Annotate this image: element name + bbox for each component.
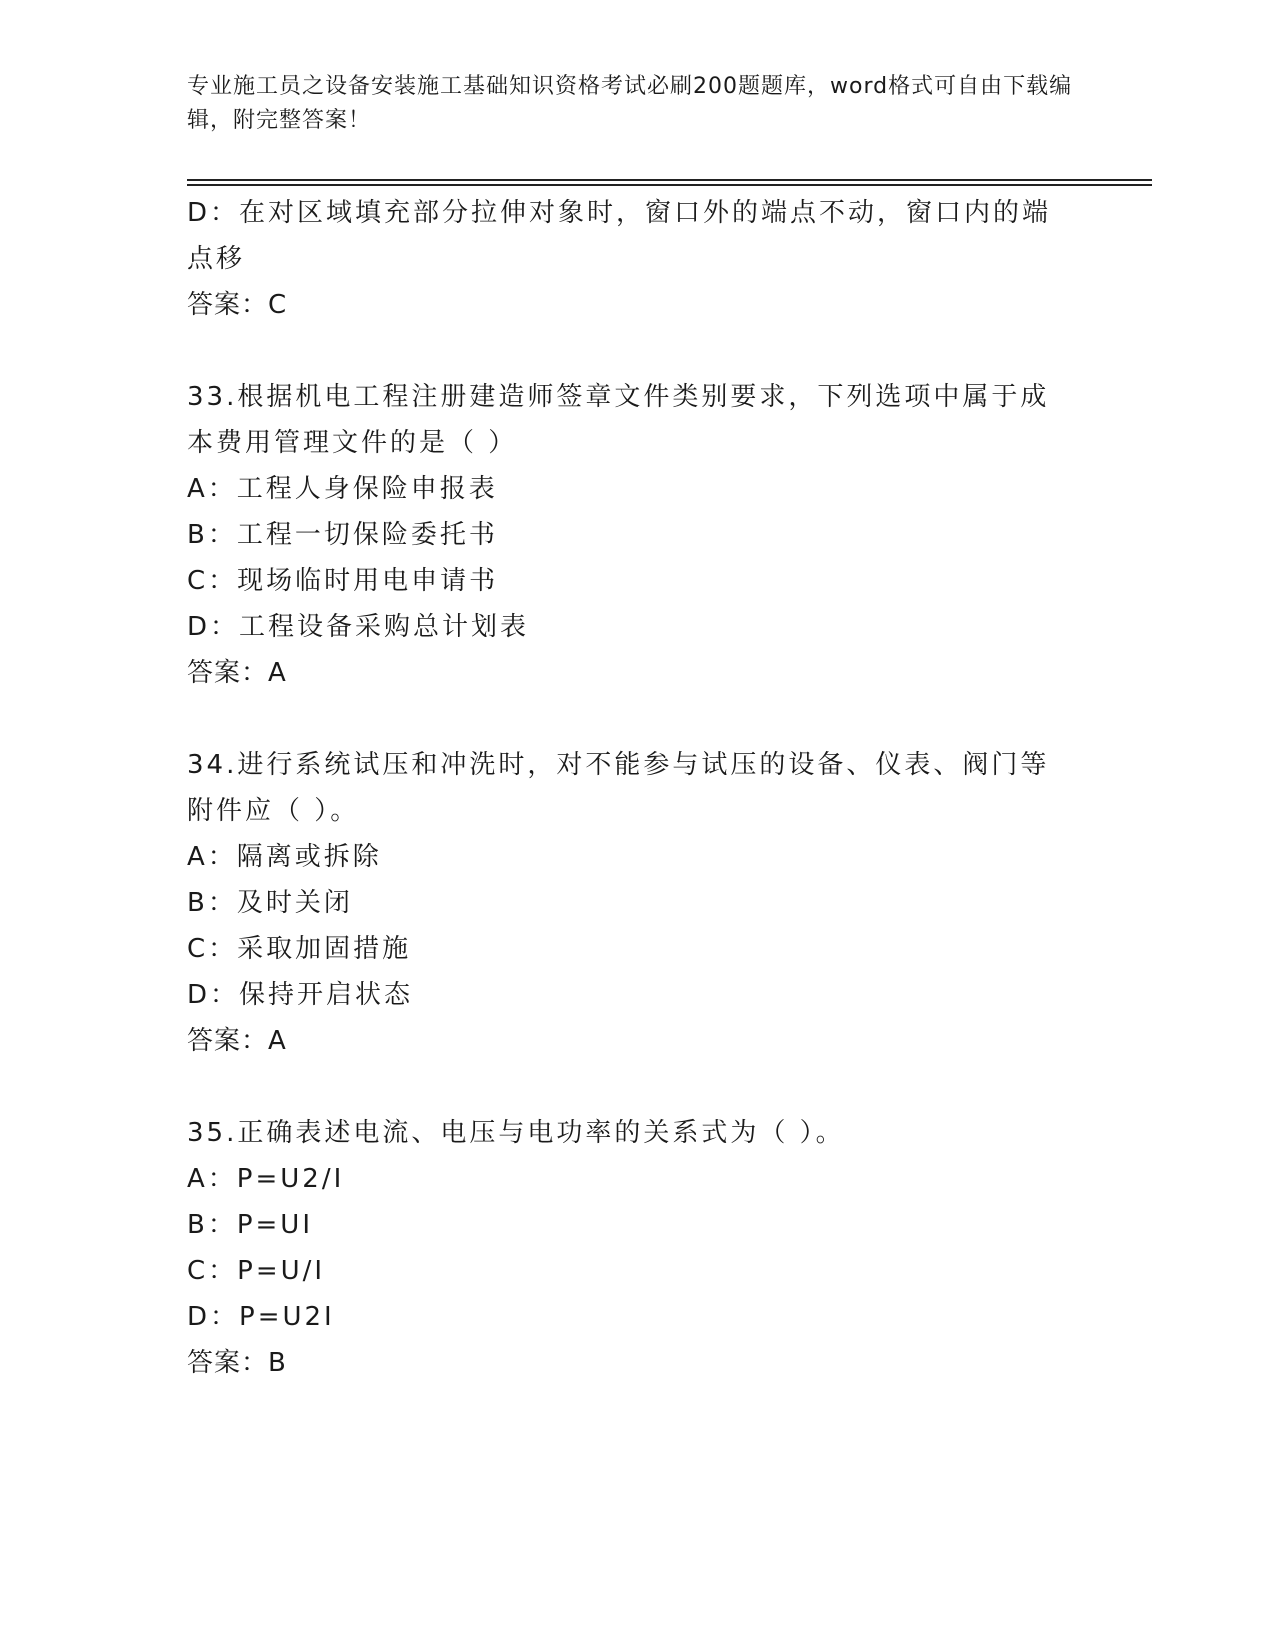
question-35	[187, 1110, 1067, 1386]
question-text: 34.进行系统试压和冲洗时，对不能参与试压的设备、仪表、阀门等附件应（ ）。	[187, 750, 1050, 826]
option-b: B：工程一切保险委托书	[187, 520, 498, 550]
option-b: B：P=UI	[187, 1210, 313, 1240]
header-rule-bottom	[187, 184, 1152, 186]
answer: 答案：B	[187, 1348, 287, 1378]
option-a: A：P=U2/I	[187, 1164, 345, 1194]
previous-question-tail	[187, 190, 1067, 328]
option-c: C：现场临时用电申请书	[187, 566, 499, 596]
option-a: A：工程人身保险申报表	[187, 474, 498, 504]
option-d: D：保持开启状态	[187, 980, 414, 1010]
answer: 答案：A	[187, 1026, 287, 1056]
option-a: A：隔离或拆除	[187, 842, 382, 872]
option-d: D：工程设备采购总计划表	[187, 612, 530, 642]
answer: 答案：C	[187, 290, 288, 320]
header-rule-top	[187, 179, 1152, 181]
question-content	[187, 190, 1067, 1432]
option-c: C：采取加固措施	[187, 934, 412, 964]
question-33	[187, 374, 1067, 696]
answer: 答案：A	[187, 658, 287, 688]
question-text: 35.正确表述电流、电压与电功率的关系式为（ ）。	[187, 1118, 845, 1148]
question-34	[187, 742, 1067, 1064]
document-header: 专业施工员之设备安装施工基础知识资格考试必刷200题题库，word格式可自由下载编辑，附完整答案！	[187, 74, 1073, 133]
option-c: C：P=U/I	[187, 1256, 326, 1286]
option-b: B：及时关闭	[187, 888, 353, 918]
option-d: D：P=U2I	[187, 1302, 335, 1332]
option-d: D：在对区域填充部分拉伸对象时，窗口外的端点不动，窗口内的端点移	[187, 198, 1052, 274]
question-text: 33.根据机电工程注册建造师签章文件类别要求，下列选项中属于成本费用管理文件的是（ ）	[187, 382, 1050, 458]
